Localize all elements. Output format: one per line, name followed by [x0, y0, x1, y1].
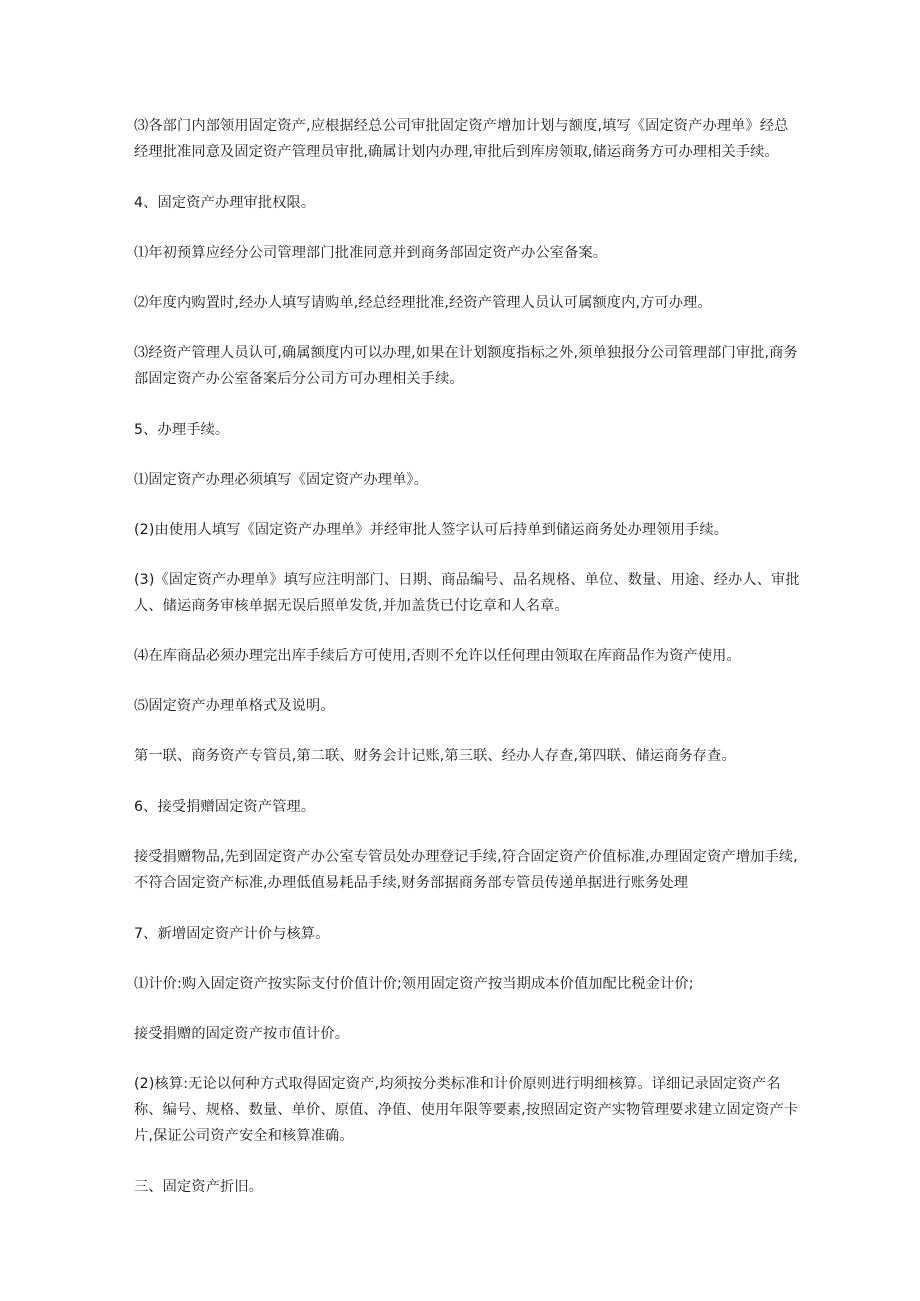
paragraph-item-3-application: ⑶各部门内部领用固定资产,应根据经总公司审批固定资产增加计划与额度,填写《固定资产办理单》经总经理批准同意及固定资产管理员审批,确属计划内办理,审批后到库房领取,储运商务方可办理相关手续。: [134, 118, 789, 160]
document-body: [134, 113, 802, 1200]
paragraph-user-fills-form: (2)由使用人填写《固定资产办理单》并经审批人签字认可后持单到储运商务处办理领用手续。: [134, 522, 729, 538]
paragraph-valuation-rules: ⑴计价:购入固定资产按实际支付价值计价;领用固定资产按当期成本价值加配比税金计价;: [134, 976, 694, 992]
chapter-heading-depreciation: 三、固定资产折旧。: [134, 1179, 264, 1195]
paragraph-form-format: ⑸固定资产办理单格式及说明。: [134, 698, 335, 714]
paragraph-donation-valuation: 接受捐赠的固定资产按市值计价。: [134, 1026, 350, 1042]
paragraph-annual-budget: ⑴年初预算应经分公司管理部门批准同意并到商务部固定资产办公室备案。: [134, 245, 608, 261]
paragraph-form-copies: 第一联、商务资产专管员,第二联、财务会计记账,第三联、经办人存查,第四联、储运商务存查。: [134, 748, 736, 764]
paragraph-form-fields: (3)《固定资产办理单》填写应注明部门、日期、商品编号、品名规格、单位、数量、用途、经办人、审批人、储运商务审核单据无误后照单发货,并加盖货已付讫章和人名章。: [134, 572, 800, 614]
section-heading-valuation: 7、新增固定资产计价与核算。: [134, 926, 330, 942]
paragraph-stock-goods: ⑷在库商品必须办理完出库手续后方可使用,否则不允许以任何理由领取在库商品作为资产使用。: [134, 648, 741, 664]
paragraph-donation-handling: 接受捐赠物品,先到固定资产办公室专管员处办理登记手续,符合固定资产价值标准,办理固定资产增加手续,不符合固定资产标准,办理低值易耗品手续,财务部据商务部专管员传递单据进行账务处理: [134, 849, 798, 891]
section-heading-procedures: 5、办理手续。: [134, 422, 230, 438]
paragraph-accounting: (2)核算:无论以何种方式取得固定资产,均须按分类标准和计价原则进行明细核算。详细记录固定资产名称、编号、规格、数量、单价、原值、净值、使用年限等要素,按照固定资产实物管理要求建立固定资产卡片,保证公司资产安全和核算准确。: [134, 1076, 799, 1144]
paragraph-must-fill-form: ⑴固定资产办理必须填写《固定资产办理单》。: [134, 472, 428, 488]
paragraph-in-year-purchase: ⑵年度内购置时,经办人填写请购单,经总经理批准,经资产管理人员认可属额度内,方可办理。: [134, 295, 712, 311]
paragraph-over-quota: ⑶经资产管理人员认可,确属额度内可以办理,如果在计划额度指标之外,须单独报分公司管理部门审批,商务部固定资产办公室备案后分公司方可办理相关手续。: [134, 345, 798, 387]
section-heading-donated-assets: 6、接受捐赠固定资产管理。: [134, 799, 316, 815]
section-heading-approval-authority: 4、固定资产办理审批权限。: [134, 195, 316, 211]
